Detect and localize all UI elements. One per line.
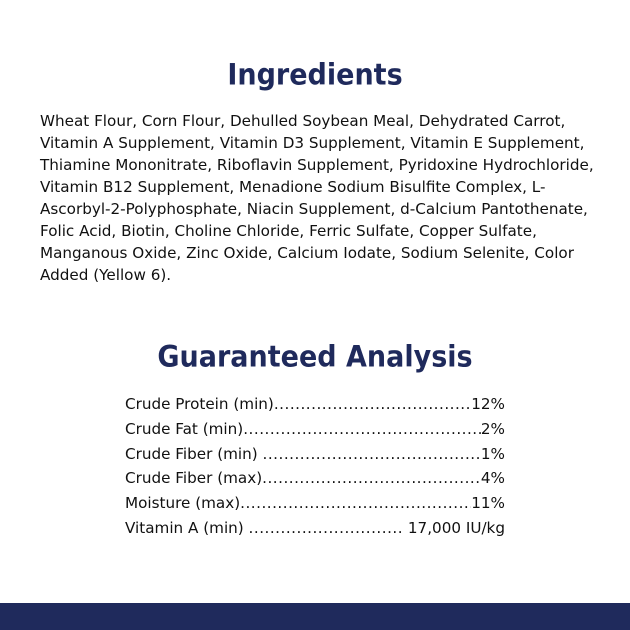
dot-leader <box>249 516 404 541</box>
analysis-value: 17,000 IU/kg <box>403 518 505 537</box>
analysis-label: Crude Fat (min) <box>125 419 244 438</box>
dot-leader <box>274 392 471 417</box>
analysis-label: Moisture (max) <box>125 494 241 513</box>
analysis-value: 2% <box>480 419 505 438</box>
bottom-color-band <box>0 603 630 630</box>
analysis-row-crude-fat-min <box>125 417 505 442</box>
analysis-row-crude-fiber-max <box>125 466 505 491</box>
analysis-label: Vitamin A (min) <box>125 518 249 537</box>
guaranteed-analysis-table <box>125 392 505 541</box>
ingredients-list: Wheat Flour, Corn Flour, Dehulled Soybean Meal, Dehydrated Carrot, Vitamin A Supplement, Vitamin D3 Supplement, Vitamin E Supplement, Thiamine Mononitrate, Riboflavin Supplement, Pyridoxine Hydrochloride, Vitamin B12 Supplement, Menadione Sodium Bisulfite Complex, L-Ascorbyl-2-Polyphosphate, Niacin Supplement, d-Calcium Pantothenate, Folic Acid, Biotin, Choline Chloride, Ferric Sulfate, Copper Sulfate, Manganous Oxide, Zinc Oxide, Calcium Iodate, Sodium Selenite, Color Added (Yellow 6). <box>40 112 594 284</box>
analysis-value: 11% <box>471 494 505 513</box>
dot-leader <box>240 491 471 516</box>
ingredients-title: Ingredients <box>227 58 403 93</box>
analysis-label: Crude Protein (min) <box>125 395 274 413</box>
analysis-value: 12% <box>471 395 505 413</box>
guaranteed-analysis-title: Guaranteed Analysis <box>157 340 473 375</box>
analysis-row-vitamin-a-min <box>125 516 505 541</box>
analysis-row-crude-protein-min <box>125 392 505 417</box>
dot-leader <box>243 417 481 442</box>
dot-leader <box>263 442 481 467</box>
analysis-row-moisture-max <box>125 491 505 516</box>
dot-leader <box>262 466 481 491</box>
analysis-value: 1% <box>480 444 505 463</box>
analysis-value: 4% <box>480 469 505 488</box>
analysis-label: Crude Fiber (min) <box>125 444 263 463</box>
analysis-label: Crude Fiber (max) <box>125 469 263 488</box>
analysis-row-crude-fiber-min <box>125 442 505 467</box>
